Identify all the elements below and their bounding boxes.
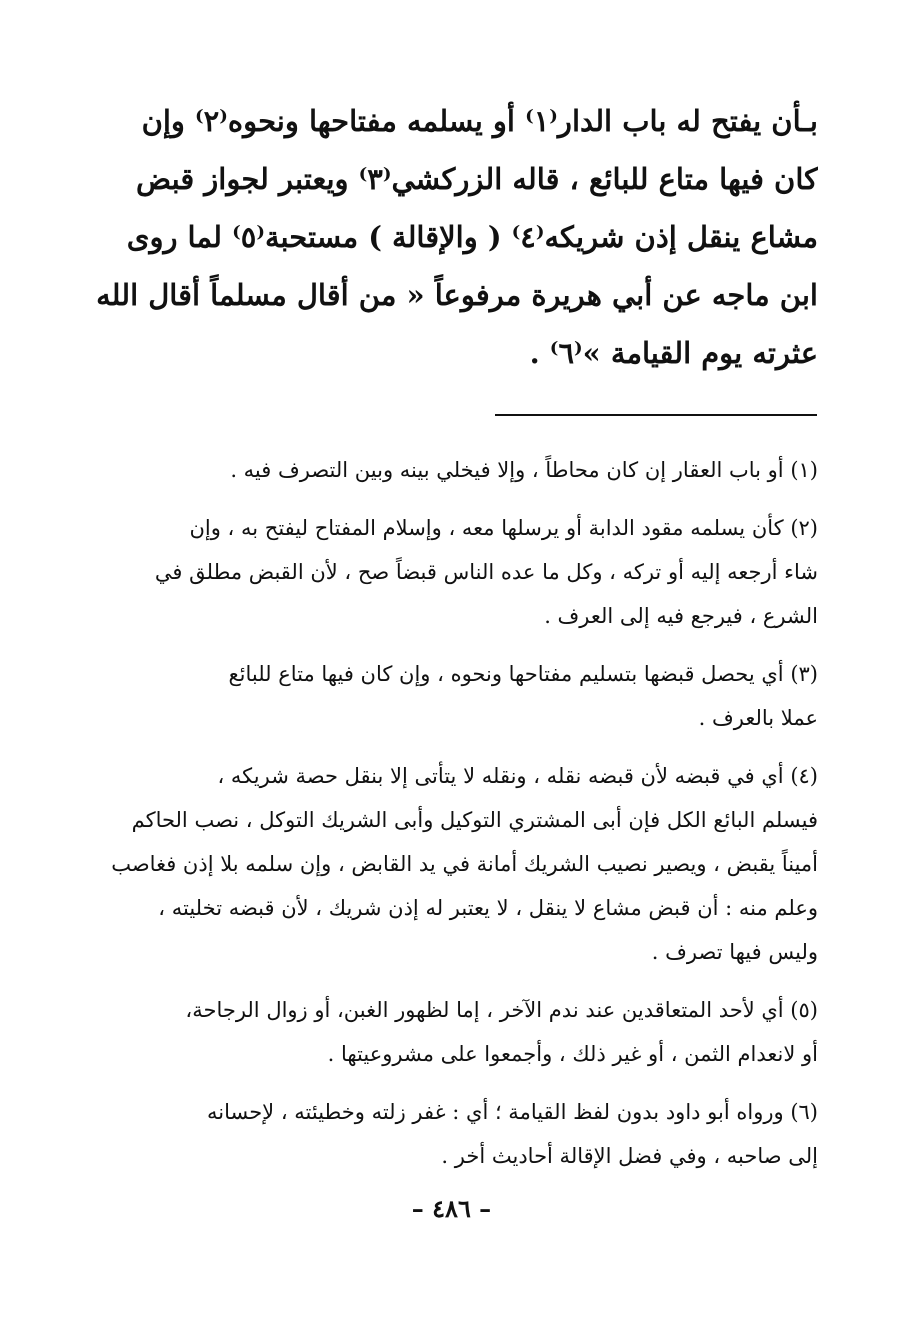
footnote-divider [495,414,817,416]
page-number: – ٤٨٦ – [411,1194,492,1223]
footnote-line: وليس فيها تصرف . [651,940,818,964]
footnote-line: عملا بالعرف . [698,706,818,730]
footnote-6 [78,1090,818,1178]
footnote-line: فيسلم البائع الكل فإن أبى المشتري التوكيل وأبى الشريك التوكل ، نصب الحاكم [131,808,818,832]
main-text-line: بـأن يفتح له باب الدار⁽١⁾ أو يسلمه مفتاحها ونحوه⁽٢⁾ وإن [141,104,818,138]
main-text-line: عثرته يوم القيامة »⁽٦⁾ . [529,336,818,370]
footnote-line: (١) أو باب العقار إن كان محاطاً ، وإلا فيخلي بينه وبين التصرف فيه . [230,458,818,482]
main-text-line: ابن ماجه عن أبي هريرة مرفوعاً « من أقال مسلماً أقال الله [96,278,818,312]
footnote-4 [78,754,818,974]
footnote-line: وعلم منه : أن قبض مشاع لا ينقل ، لا يعتبر له إذن شريك ، لأن قبضه تخليته ، [158,896,818,920]
footnote-5 [78,988,818,1076]
footnote-2 [78,506,818,638]
footnote-line: (٢) كأن يسلمه مقود الدابة أو يرسلها معه ، وإسلام المفتاح ليفتح به ، وإن [189,516,818,540]
main-text-block [78,92,818,382]
footnote-line: (٥) أي لأحد المتعاقدين عند ندم الآخر ، إما لظهور الغبن، أو زوال الرجاحة، [185,998,818,1022]
footnote-line: إلى صاحبه ، وفي فضل الإقالة أحاديث أخر . [441,1144,818,1168]
footnote-1 [78,448,818,492]
footnote-line: شاء أرجعه إليه أو تركه ، وكل ما عده الناس قبضاً صح ، لأن القبض مطلق في [154,560,818,584]
footnotes-section [78,448,818,1192]
footnote-line: (٤) أي في قبضه لأن قبضه نقله ، ونقله لا يتأتى إلا بنقل حصة شريكه ، [217,764,818,788]
footnote-line: (٣) أي يحصل قبضها بتسليم مفتاحها ونحوه ، وإن كان فيها متاع للبائع [228,662,818,686]
footnote-3 [78,652,818,740]
footnote-line: أو لانعدام الثمن ، أو غير ذلك ، وأجمعوا على مشروعيتها . [327,1042,818,1066]
main-text-line: كان فيها متاع للبائع ، قاله الزركشي⁽٣⁾ ويعتبر لجواز قبض [136,162,818,196]
footnote-line: الشرع ، فيرجع فيه إلى العرف . [544,604,818,628]
footnote-line: (٦) ورواه أبو داود بدون لفظ القيامة ؛ أي : غفر زلته وخطيئته ، لإحسانه [206,1100,818,1124]
footnote-line: أميناً يقبض ، ويصير نصيب الشريك أمانة في يد القابض ، وإن سلمه بلا إذن فغاصب [111,852,818,876]
main-text-line: مشاع ينقل إذن شريكه⁽٤⁾ ( والإقالة ) مستحبة⁽٥⁾ لما روى [126,220,818,254]
